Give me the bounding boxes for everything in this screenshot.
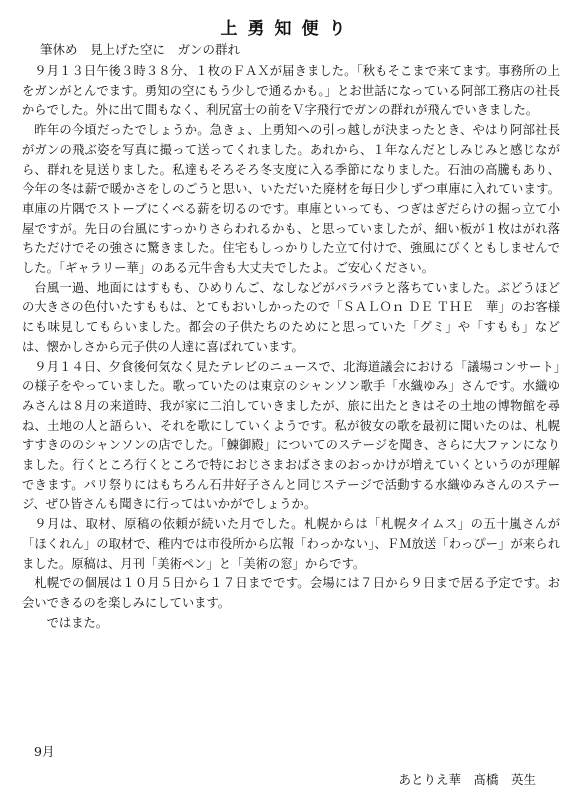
subtitle: 筆休め 見上げた空に ガンの群れ: [40, 42, 241, 57]
paragraph: 昨年の今頃だったでしょうか。急きょ、上勇知への引っ越しが決まったとき、やはり阿部社長がガンの飛ぶ姿を写真に撮って送ってくれました。あれから、１年なんだとしみじみと感じながら、群れを見送りました。私達もそろそろ冬支度に入る季節になりました。石油の高騰もあり、今年の冬は薪で暖かさをしのごうと思い、いただいた廃材を毎日少しずつ車庫に入れています。車庫の片隅でストーブにくべる薪を切るのです。車庫といっても、つぎはぎだらけの掘っ立て小屋ですが。先日の台風にすっかりさらわれるかも、と思っていましたが、細い板が１枚はがれ落ちただけでその強さに驚きました。住宅もしっかりした立て付けで、強風にびくともしませんでした。「ギャラリー華」のある元牛舎も大丈夫でしたよ。ご安心ください。: [22, 123, 560, 276]
closing-line: ではまた。: [46, 615, 109, 630]
paragraph: 札幌での個展は１０月５日から１７日までです。会場には７日から９日まで居る予定です。お会いできるのを楽しみにしています。: [22, 576, 560, 610]
letter-body: [22, 62, 560, 633]
paragraph: ９月１３日午後３時３８分、１枚のＦＡＸが届きました。「秋もそこまで来てます。事務所の上をガンがとんでます。勇知の空にもう少しで通るかも。」とお世話になっている阿部工務店の社長からでした。外に出て間もなく、利尻富士の前をＶ字飛行でガンの群れが飛んでいきました。: [22, 64, 560, 118]
paragraph: ９月は、取材、原稿の依頼が続いた月でした。札幌からは「札幌タイムス」の五十嵐さんが「ほくれん」の取材で、稚内では市役所から広報「わっかない」、ＦＭ放送「わっぴー」が来られました。原稿は、月刊「美術ペン」と「美術の窓」からです。: [22, 517, 560, 571]
month-label: 9月: [34, 744, 55, 759]
paragraph: 台風一過、地面にはすもも、ひめりんご、なしなどがパラパラと落ちていました。ぶどうほどの大きさの色付いたすももは、とてもおいしかったので「ＳＡＬＯｎ ＤＥ ＴＨＥ 華」のお客様にも味見してもらいました。都会の子供たちのためにと思っていた「グミ」や「すもも」などは、懐かしさから元子供の人達に喜ばれています。: [22, 280, 560, 354]
page-title: 上勇知便り: [220, 19, 356, 39]
paragraph: ９月１４日、夕食後何気なく見たテレビのニュースで、北海道議会における「議場コンサート」の様子をやっていました。歌っていたのは東京のシャンソン歌手「水織ゆみ」さんです。水織ゆみさんは８月の来道時、我が家に二泊していきましたが、旅に出たときはその土地の博物館を尋ね、土地の人と語らい、それを歌にしていくようです。私が彼女の歌を最初に聞いたのは、札幌すすきののシャンソンの店でした。「鰊御殿」についてのステージを聞き、さらに大ファンになりました。行くところ行くところで特におじさまおばさまのおっかけが増えていくというのが理解できます。パリ祭りにはもちろん石井好子さんと同じステージで活動する水織ゆみさんのステージ、ぜひ皆さんも聞きに行ってはいかがでしょうか。: [22, 359, 560, 512]
signature: あとりえ華 髙橋 英生: [398, 772, 536, 787]
